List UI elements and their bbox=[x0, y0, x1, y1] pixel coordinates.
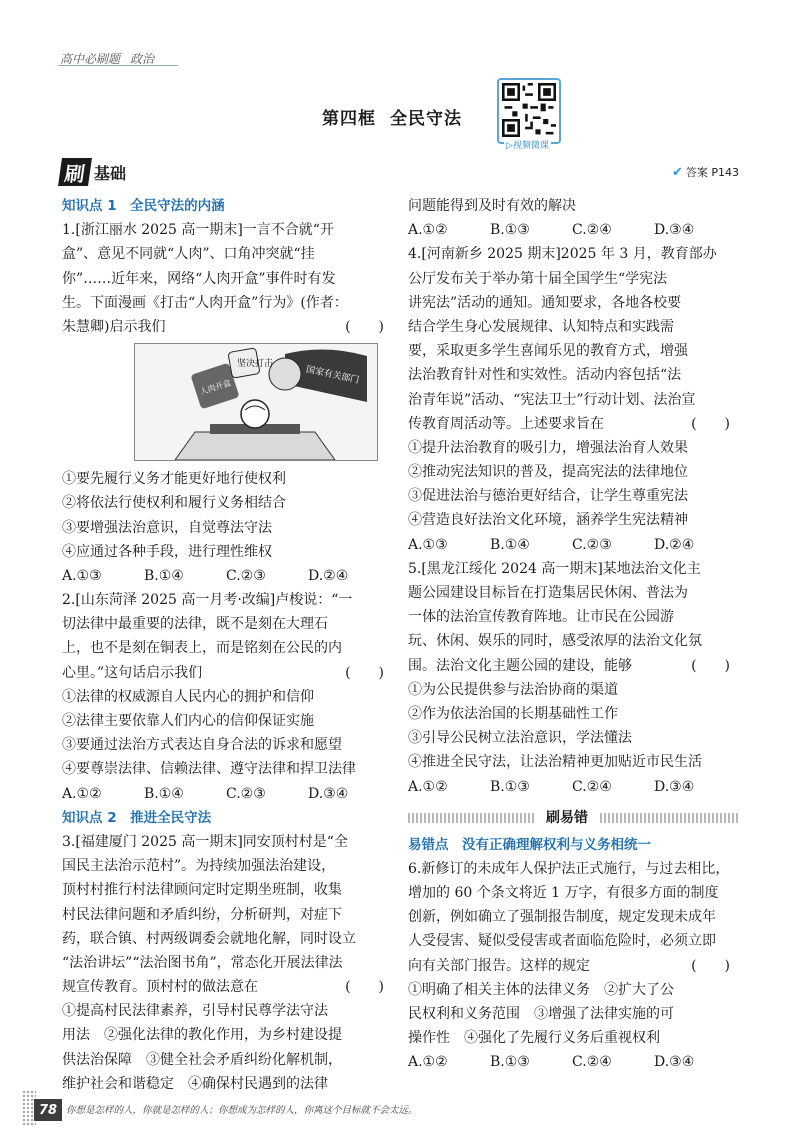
question-line: 3.[福建厦门 2025 高一期末]同安顶村村是“全 bbox=[62, 833, 348, 850]
option-line: ③引导公民树立法治意识，学法懂法 bbox=[408, 730, 632, 747]
question-line: 朱慧卿)启示我们 bbox=[62, 318, 166, 335]
question-line: 5.[黑龙江绥化 2024 高一期末]某地法治文化主 bbox=[408, 560, 701, 577]
right-column bbox=[408, 194, 738, 1075]
question-line: 药，联合镇、村两级调委会就地化解，同时设立 bbox=[62, 930, 356, 947]
choice-row bbox=[408, 1050, 738, 1074]
option-line: 供法治保障 ③健全社会矛盾纠纷化解机制， bbox=[62, 1051, 342, 1068]
choice-c[interactable]: C.②④ bbox=[572, 778, 612, 795]
left-column bbox=[62, 194, 392, 1096]
question-line: 治青年说”活动、“宪法卫士”行动计划、法治宣 bbox=[408, 391, 696, 408]
option-line: ①为公民提供参与法治协商的渠道 bbox=[408, 681, 618, 698]
choice-a[interactable]: A.①③ bbox=[62, 567, 102, 584]
video-lesson-label[interactable]: ▷视频微课 bbox=[504, 138, 551, 151]
question-line: 规宣传教育。顶村村的做法意在 bbox=[62, 979, 258, 996]
choice-d[interactable]: D.③④ bbox=[654, 222, 695, 239]
frame-label: 第四框 bbox=[322, 109, 376, 129]
question-line: 创新，例如确立了强制报告制度，规定发现未成年 bbox=[408, 909, 716, 926]
question-line: 围。法治文化主题公园的建设，能够 bbox=[408, 657, 632, 674]
question-line: 讲宪法”活动的通知。通知要求，各地各校要 bbox=[408, 294, 682, 311]
question-line: 向有关部门报告。这样的规定 bbox=[408, 957, 590, 974]
question-line: 玩、休闲、娱乐的同时，感受浓厚的法治文化氛 bbox=[408, 633, 702, 650]
question-line: 6.新修订的未成年人保护法正式施行，与过去相比， bbox=[408, 860, 730, 877]
answer-blank[interactable]: ( ) bbox=[691, 957, 730, 974]
option-line: ②将依法行使权利和履行义务相结合 bbox=[62, 495, 286, 512]
choice-c[interactable]: C.②③ bbox=[572, 536, 612, 553]
option-line: ②推动宪法知识的普及，提高宪法的法律地位 bbox=[408, 464, 688, 481]
choice-row bbox=[408, 775, 738, 799]
question-line: 问题能得到及时有效的解决 bbox=[408, 198, 576, 214]
cartoon-illustration bbox=[134, 343, 378, 461]
question-line: 1.[浙江丽水 2025 高一期末]一言不合就“开 bbox=[62, 222, 334, 239]
question-line: 村民法律问题和矛盾纠纷，分析研判，对症下 bbox=[62, 906, 342, 923]
question-line: “法治讲坛”“法治图书角”，常态化开展法律法 bbox=[62, 954, 343, 971]
question-6 bbox=[408, 857, 738, 1075]
question-line: 2.[山东菏泽 2025 高一月考·改编]卢梭说：“一 bbox=[62, 592, 353, 609]
cartoon-tag-strike: 坚决打击 bbox=[237, 359, 274, 370]
question-line: 传教育周活动等。上述要求旨在 bbox=[408, 415, 604, 432]
choice-d[interactable]: D.③④ bbox=[654, 1054, 695, 1071]
answer-blank[interactable]: ( ) bbox=[345, 979, 384, 996]
running-header bbox=[60, 50, 154, 67]
option-line: ②作为依法治国的长期基础性工作 bbox=[408, 705, 618, 722]
choice-d[interactable]: D.②④ bbox=[308, 567, 349, 584]
choice-b[interactable]: B.①④ bbox=[490, 536, 530, 553]
choice-b[interactable]: B.①③ bbox=[490, 778, 530, 795]
option-line: ③要增强法治意识，自觉尊法守法 bbox=[62, 519, 272, 536]
choice-a[interactable]: A.①③ bbox=[408, 536, 448, 553]
section-mark: 刷 bbox=[58, 158, 92, 186]
choice-a[interactable]: A.①② bbox=[62, 785, 102, 802]
choice-d[interactable]: D.③④ bbox=[308, 785, 349, 802]
question-line: 人受侵害、疑似受侵害或者面临危险时，必须立即 bbox=[408, 933, 716, 950]
question-line: 要，采取更多学生喜闻乐见的教育方式，增强 bbox=[408, 343, 688, 360]
choice-a[interactable]: A.①② bbox=[408, 222, 448, 239]
question-line: 国民主法治示范村”。为持续加强法治建设， bbox=[62, 858, 336, 875]
choice-c[interactable]: C.②④ bbox=[572, 222, 612, 239]
option-line: ①要先履行义务才能更好地行使权利 bbox=[62, 471, 286, 488]
option-line: 民权利和义务范围 ③增强了法律实施的可 bbox=[408, 1006, 674, 1022]
knowledge-point-1: 知识点 1 全民守法的内涵 bbox=[62, 198, 225, 214]
choice-row bbox=[62, 782, 392, 806]
question-line: 增加的 60 个条文将近 1 万字，有很多方面的制度 bbox=[408, 885, 719, 902]
qr-code[interactable] bbox=[497, 78, 561, 144]
option-line: ②法律主要依靠人们内心的信仰保证实施 bbox=[62, 713, 314, 729]
choice-b[interactable]: B.①③ bbox=[490, 1054, 530, 1071]
error-prone-section-bar bbox=[408, 807, 738, 829]
option-line: ①提高村民法律素养，引导村民尊学法守法 bbox=[62, 1003, 328, 1020]
knowledge-point-2: 知识点 2 推进全民守法 bbox=[62, 809, 212, 826]
question-3 bbox=[62, 830, 392, 1096]
choice-a[interactable]: A.①② bbox=[408, 778, 448, 795]
option-line: ④要尊崇法律、信赖法律、遵守法律和捍卫法律 bbox=[62, 761, 356, 778]
qr-code-icon bbox=[502, 83, 556, 137]
option-line: 维护社会和谐稳定 ④确保村民遇到的法律 bbox=[62, 1075, 328, 1092]
option-line: 用法 ②强化法律的教化作用，为乡村建设提 bbox=[62, 1027, 342, 1044]
question-5 bbox=[408, 557, 738, 799]
question-line: 你”……近年来，网络“人肉开盒”事件时有发 bbox=[62, 270, 336, 287]
question-line: 4.[河南新乡 2025 期末]2025 年 3 月，教育部办 bbox=[408, 246, 717, 263]
choice-c[interactable]: C.②③ bbox=[226, 785, 266, 802]
answer-blank[interactable]: ( ) bbox=[345, 318, 384, 335]
question-line: 法治教育针对性和实效性。活动内容包括“法 bbox=[408, 367, 682, 384]
question-1 bbox=[62, 218, 392, 339]
option-line: ④营造良好法治文化环境，涵养学生宪法精神 bbox=[408, 512, 688, 529]
option-line: 操作性 ④强化了先履行义务后重视权利 bbox=[408, 1030, 660, 1047]
answer-blank[interactable]: ( ) bbox=[345, 664, 384, 681]
cartoon-drawing bbox=[135, 344, 377, 460]
answer-label: 答案 P143 bbox=[685, 166, 740, 179]
question-line: 结合学生身心发展规律、认知特点和实践需 bbox=[408, 318, 674, 335]
error-prone-heading: 刷易错 bbox=[534, 807, 600, 829]
option-line: ④推进全民守法，让法治精神更加贴近市民生活 bbox=[408, 754, 702, 771]
book-name: 高中必刷题 bbox=[60, 52, 121, 66]
option-line: ①提升法治教育的吸引力，增强法治育人效果 bbox=[408, 439, 688, 456]
option-line: ①法律的权威源自人民内心的拥护和信仰 bbox=[62, 688, 314, 705]
choice-row bbox=[408, 533, 738, 557]
question-line: 生。下面漫画《打击“人肉开盒”行为》(作者： bbox=[62, 294, 348, 311]
question-line: 心里。”这句话启示我们 bbox=[62, 664, 203, 681]
option-line: ①明确了相关主体的法律义务 ②扩大了公 bbox=[408, 981, 674, 998]
question-line: 上，也不是刻在铜表上，而是铭刻在公民的内 bbox=[62, 640, 342, 657]
error-prone-point: 易错点 没有正确理解权利与义务相统一 bbox=[408, 836, 651, 853]
choice-c[interactable]: C.②③ bbox=[226, 567, 266, 584]
choice-row bbox=[62, 564, 392, 588]
question-4 bbox=[408, 242, 738, 556]
question-line: 盒”、意见不同就“人肉”、口角冲突就“挂 bbox=[62, 246, 315, 263]
choice-c[interactable]: C.②④ bbox=[572, 1054, 612, 1071]
answer-blank[interactable]: ( ) bbox=[691, 415, 730, 432]
subject-name: 政治 bbox=[130, 52, 155, 66]
choice-row bbox=[408, 218, 738, 242]
question-line: 公厅发布关于举办第十届全国学生“学宪法 bbox=[408, 270, 668, 287]
question-2 bbox=[62, 588, 392, 806]
option-line: ③促进法治与德治更好结合，让学生尊重宪法 bbox=[408, 488, 688, 505]
choice-b[interactable]: B.①③ bbox=[490, 222, 530, 239]
page-title bbox=[322, 104, 462, 129]
question-line: 顶村村推行村法律顾问定时定期坐班制，收集 bbox=[62, 882, 342, 899]
option-line: ③要通过法治方式表达自身合法的诉求和愿望 bbox=[62, 737, 342, 754]
check-icon: ✔ bbox=[672, 164, 683, 180]
choice-a[interactable]: A.①② bbox=[408, 1054, 448, 1071]
option-line: ④应通过各种手段，进行理性维权 bbox=[62, 543, 272, 560]
cartoon-tag-authority: 国家有关部门 bbox=[305, 365, 360, 387]
question-line: 一体的法治宣传教育阵地。让市民在公园游 bbox=[408, 609, 674, 626]
choice-d[interactable]: D.②④ bbox=[654, 536, 695, 553]
answer-reference[interactable] bbox=[672, 164, 739, 180]
section-name: 基础 bbox=[94, 163, 127, 183]
question-line: 切法律中最重要的法律，既不是刻在大理石 bbox=[62, 616, 328, 633]
page-number: 78 bbox=[34, 1099, 62, 1121]
choice-b[interactable]: B.①④ bbox=[144, 785, 184, 802]
choice-b[interactable]: B.①④ bbox=[144, 567, 184, 584]
frame-name: 全民守法 bbox=[390, 109, 462, 129]
answer-blank[interactable]: ( ) bbox=[691, 657, 730, 674]
choice-d[interactable]: D.③④ bbox=[654, 778, 695, 795]
cartoon-tag-doxxing: 人肉开盒 bbox=[198, 378, 233, 397]
section-heading bbox=[60, 158, 126, 186]
question-line: 题公园建设目标旨在打造集居民休闲、普法为 bbox=[408, 585, 688, 601]
footer-motto: 你想是怎样的人，你就是怎样的人；你想成为怎样的人，你离这个目标就不会太远。 bbox=[66, 1105, 418, 1116]
